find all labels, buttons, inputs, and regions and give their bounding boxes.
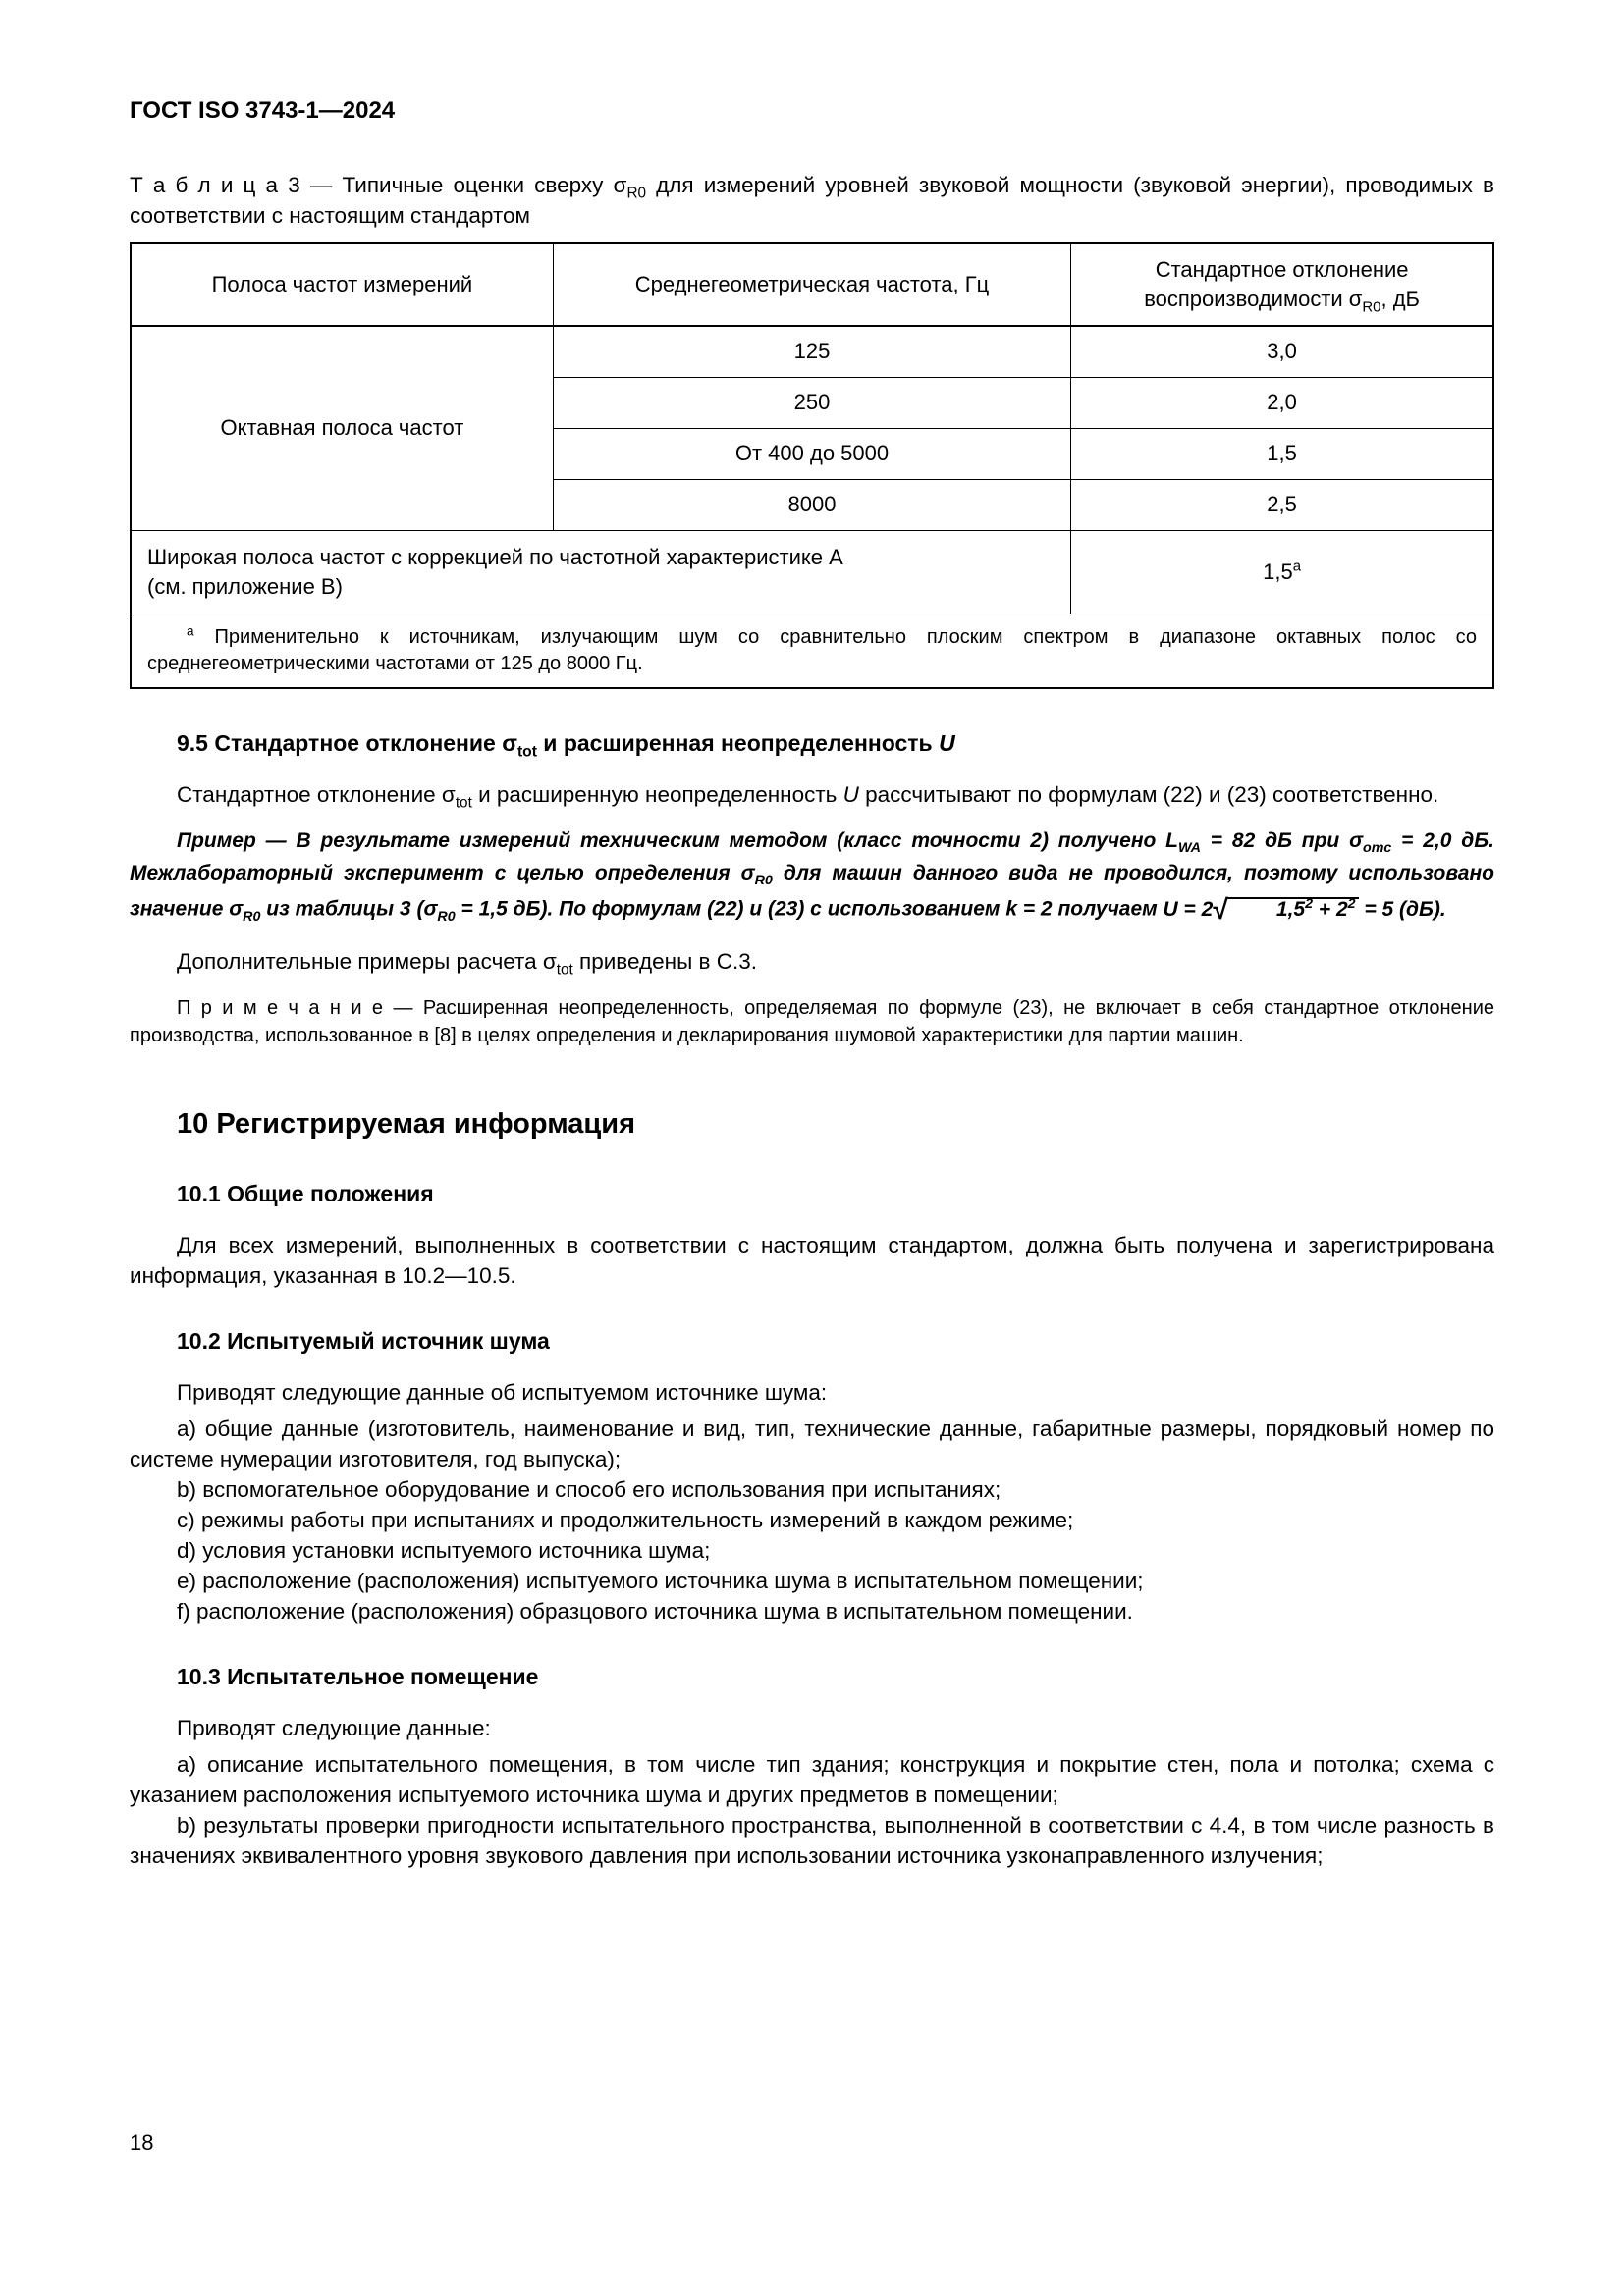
- list-item-10-2-a: a) общие данные (изготовитель, наименование и вид, тип, технические данные, габаритные размеры, порядковый номер по системе нумерации изготовителя, год выпуска);: [130, 1415, 1494, 1471]
- symbol-U: U: [842, 782, 859, 808]
- frequency-cell: 125: [553, 326, 1070, 377]
- squared-exponent: 2: [1305, 895, 1314, 912]
- example-text-cont: = 82 дБ при σ: [1200, 829, 1364, 853]
- paragraph-text: Дополнительные примеры расчета σ: [177, 949, 557, 975]
- sigma-cell: 2,0: [1071, 377, 1493, 428]
- paragraph-text-cont: приведены в C.3.: [572, 949, 757, 975]
- frequency-cell: 8000: [553, 479, 1070, 530]
- frequency-cell: 250: [553, 377, 1070, 428]
- table-row-wideband: [131, 530, 1493, 614]
- table-caption: [130, 170, 1494, 231]
- sigma-cell: 2,5: [1071, 479, 1493, 530]
- heading-text-cont: и расширенная неопределенность: [536, 730, 940, 757]
- wideband-sigma-cell: [1071, 530, 1493, 614]
- list-item-10-3-a: a) описание испытательного помещения, в том числе тип здания; конструкция и покрытие стен, пола и потолка; схема с указанием расположения испытуемого источника шума и других предметов в помещении;: [130, 1752, 1494, 1808]
- list-item-10-2-b: b) вспомогательное оборудование и способ его использования при испытаниях;: [177, 1476, 1001, 1502]
- table-footnote-text: Применительно к источникам, излучающим шум со сравнительно плоским спектром в диапазоне октавных полос со среднегеометрическими частотами от 125 до 8000 Гц.: [147, 626, 1477, 675]
- octave-band-cell: Октавная полоса частот: [131, 326, 553, 530]
- section-10-heading: 10 Регистрируемая информация: [177, 1108, 636, 1141]
- list-item-10-3-b: b) результаты проверки пригодности испытательного пространства, выполненной в соответствии с 4.4, в том числе разность в значениях эквивалентного уровня звукового давления при использовании источника узконаправленного излучения;: [130, 1813, 1494, 1869]
- example-text-cont: из таблицы 3 (σ: [260, 897, 438, 921]
- table-footnote-row: [131, 614, 1493, 689]
- sigma-cell: 1,5: [1071, 428, 1493, 479]
- sigma-r0-subscript: R0: [243, 909, 261, 926]
- example-text-cont: = 2 получаем: [1017, 897, 1164, 921]
- paragraph-10-1: Для всех измерений, выполненных в соответствии с настоящим стандартом, должна быть получена и зарегистрирована информация, указанная в 10.2—10.5.: [130, 1233, 1494, 1289]
- paragraph-9-5-2: [130, 946, 1494, 977]
- section-10-1-heading: 10.1 Общие положения: [177, 1181, 434, 1207]
- section-9-5-heading: [130, 728, 1494, 760]
- sigma-r0-subscript: R0: [1362, 298, 1381, 316]
- heading-text: 9.5 Стандартное отклонение σ: [177, 730, 517, 757]
- wideband-sigma-value: 1,5: [1263, 559, 1293, 584]
- paragraph-10-3-intro: Приводят следующие данные:: [177, 1715, 491, 1740]
- sigma-r0-subscript: R0: [754, 872, 773, 888]
- sigma-tot-subscript: tot: [516, 744, 537, 762]
- column-header-std-deviation: [1071, 243, 1493, 326]
- symbol-U: U: [939, 730, 955, 757]
- paragraph-10-2-intro: Приводят следующие данные об испытуемом источнике шума:: [177, 1379, 828, 1405]
- std-dev-header-unit: , дБ: [1380, 287, 1420, 312]
- example-text-cont: = 2,0 дБ. Межлабораторный эксперимент с целью определения σ: [130, 829, 1494, 884]
- sigma-r0-subscript: R0: [437, 909, 456, 926]
- footnote-marker: a: [1292, 558, 1302, 575]
- section-10-2-heading: 10.2 Испытуемый источник шума: [177, 1328, 550, 1355]
- squared-exponent: 2: [1347, 895, 1356, 912]
- formula-expanded-uncertainty: [1163, 894, 1446, 927]
- page-number: 18: [130, 2130, 154, 2155]
- example-text: Пример — В результате измерений техническим методом (класс точности 2) получено: [177, 829, 1166, 853]
- note-paragraph: П р и м е ч а н и е — Расширенная неопределенность, определяемая по формуле (23), не включает в себя стандартное отклонение производства, использованное в [8] в целях определения и декларирования шумовой характеристики для партии машин.: [130, 997, 1494, 1047]
- paragraph-text-cont: рассчитывают по формулам (22) и (23) соответственно.: [858, 782, 1439, 808]
- paragraph-text-cont: и расширенную неопределенность: [471, 782, 843, 808]
- wideband-label-cell: [131, 530, 1071, 614]
- symbol-U: U: [1163, 897, 1178, 921]
- example-text-cont: = 1,5 дБ). По формулам (22) и (23) с использованием: [455, 897, 1006, 921]
- footnote-marker: a: [187, 623, 194, 639]
- section-10-3-heading: 10.3 Испытательное помещение: [177, 1664, 539, 1690]
- column-header-center-frequency: Среднегеометрическая частота, Гц: [553, 243, 1070, 326]
- symbol-k: k: [1005, 897, 1017, 921]
- table-row: [131, 326, 1493, 377]
- table-3-reproducibility: [130, 242, 1494, 689]
- list-item-10-2-d: d) условия установки испытуемого источника шума;: [177, 1538, 711, 1564]
- wideband-label-line1: Широкая полоса частот с коррекцией по частотной характеристике A: [147, 544, 843, 569]
- table-footnote-cell: [131, 614, 1493, 689]
- sigma-r0-subscript: R0: [626, 185, 646, 202]
- radicand-term2: + 2: [1313, 897, 1348, 921]
- column-header-frequency-band: Полоса частот измерений: [131, 243, 553, 326]
- radicand-term1: 1,5: [1275, 897, 1306, 921]
- wideband-label-line2: (см. приложение B): [147, 574, 343, 600]
- example-paragraph: [130, 826, 1494, 933]
- sigma-tot-subscript: tot: [455, 794, 472, 812]
- list-item-10-2-c: c) режимы работы при испытаниях и продолжительность измерений в каждом режиме;: [177, 1508, 1074, 1533]
- radical-sign: √: [1213, 894, 1228, 927]
- std-dev-header-text: Стандартное отклонение воспроизводимости σ: [1144, 256, 1409, 312]
- table-caption-text: Т а б л и ц а 3 — Типичные оценки сверху σ: [130, 173, 627, 198]
- sigma-cell: 3,0: [1071, 326, 1493, 377]
- list-item-10-2-f: f) расположение (расположения) образцового источника шума в испытательном помещении.: [177, 1599, 1133, 1625]
- formula-text: = 2: [1177, 897, 1214, 921]
- paragraph-9-5-1: [130, 779, 1494, 810]
- sigma-omc-subscript: omc: [1363, 840, 1392, 857]
- formula-result: = 5 (дБ).: [1358, 897, 1446, 921]
- sigma-tot-subscript: tot: [556, 961, 573, 979]
- symbol-LWA: L: [1165, 829, 1178, 853]
- table-caption-text-cont: для измерений уровней звуковой мощности (звуковой энергии), проводимых в соответствии с настоящим стандартом: [130, 173, 1494, 229]
- document-code-header: ГОСТ ISO 3743-1—2024: [130, 97, 396, 124]
- list-item-10-2-e: e) расположение (расположения) испытуемого источника шума в испытательном помещении;: [177, 1569, 1144, 1594]
- paragraph-text: Стандартное отклонение σ: [177, 782, 456, 808]
- lwa-subscript: WA: [1178, 840, 1201, 857]
- table-header-row: [131, 243, 1493, 326]
- example-text-cont: для машин данного вида не проводился, поэтому использовано значение σ: [130, 861, 1494, 921]
- frequency-cell: От 400 до 5000: [553, 428, 1070, 479]
- radicand: [1226, 897, 1359, 921]
